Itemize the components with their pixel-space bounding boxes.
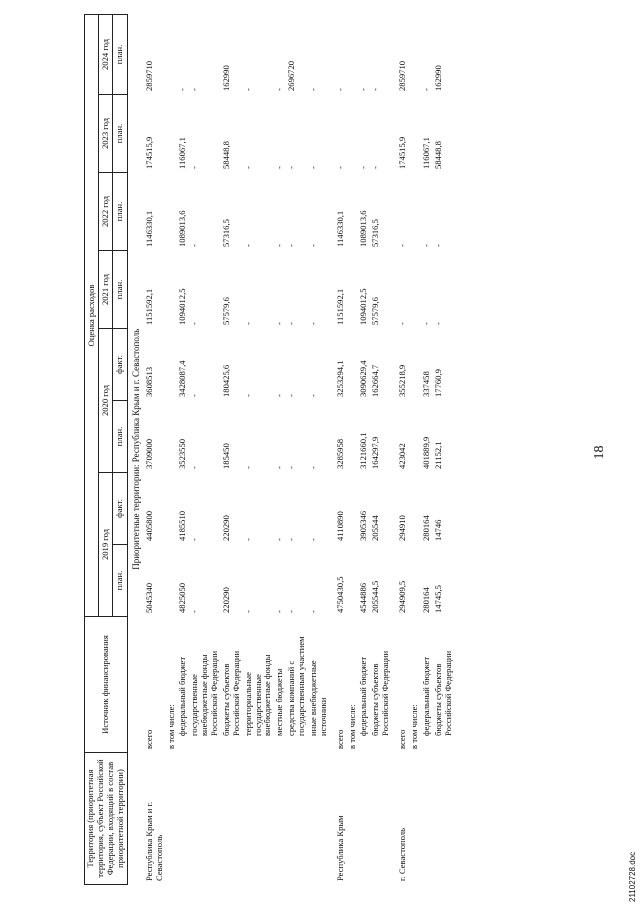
value-cell: - bbox=[420, 244, 431, 247]
value-cell: - bbox=[334, 166, 345, 169]
value-cell: - bbox=[189, 322, 200, 325]
value-cell: 4185510 bbox=[177, 510, 188, 541]
source-cell: средства компаний с государственным участием bbox=[286, 636, 307, 736]
value-cell: 57579,6 bbox=[370, 297, 381, 325]
table-row bbox=[286, 14, 308, 884]
table-header bbox=[85, 14, 128, 884]
value-cell: 4544886 bbox=[358, 582, 369, 613]
year-header: 2023 год bbox=[99, 95, 113, 173]
value-cell: - bbox=[242, 244, 253, 247]
value-cell: - bbox=[274, 466, 285, 469]
value-cell bbox=[347, 473, 359, 545]
value-cell bbox=[166, 95, 178, 173]
value-cell bbox=[347, 95, 359, 173]
value-cell: 57579,6 bbox=[220, 297, 231, 325]
value-cell: - bbox=[286, 244, 297, 247]
value-cell: 220290 bbox=[220, 587, 231, 613]
value-cell: 220290 bbox=[220, 515, 231, 541]
priority-row bbox=[127, 14, 144, 884]
value-cell: 1089013,6 bbox=[177, 210, 188, 247]
table-row bbox=[221, 14, 243, 884]
table-row bbox=[308, 14, 330, 884]
value-cell: 3090629,4 bbox=[358, 360, 369, 397]
plan-header: план. bbox=[113, 401, 127, 473]
value-cell bbox=[409, 251, 421, 329]
source-cell: федеральный бюджет bbox=[177, 656, 188, 736]
value-cell: 337458 bbox=[420, 371, 431, 397]
table-row bbox=[370, 14, 392, 884]
value-cell: 4825050 bbox=[177, 582, 188, 613]
territory-cell bbox=[177, 753, 189, 885]
source-cell: иные внебюджетные источники bbox=[307, 660, 328, 736]
value-cell bbox=[166, 251, 178, 329]
territory-cell: Республика Крым и г. Севастополь bbox=[143, 801, 164, 881]
value-cell bbox=[409, 401, 421, 473]
value-cell: - bbox=[242, 322, 253, 325]
value-cell bbox=[347, 545, 359, 617]
value-cell: 3608513 bbox=[143, 366, 154, 397]
estimate-header: Оценка расходов bbox=[85, 14, 99, 616]
value-cell: - bbox=[189, 610, 200, 613]
value-cell: 2859710 bbox=[143, 60, 154, 91]
value-cell: - bbox=[189, 466, 200, 469]
value-cell: - bbox=[189, 538, 200, 541]
value-cell bbox=[409, 473, 421, 545]
value-cell: 4750430,5 bbox=[334, 576, 345, 613]
territory-cell bbox=[370, 753, 392, 885]
value-cell: - bbox=[242, 538, 253, 541]
value-cell: 57316,5 bbox=[220, 219, 231, 247]
value-cell: 205544 bbox=[370, 515, 381, 541]
value-cell bbox=[409, 95, 421, 173]
table-row bbox=[433, 14, 455, 884]
value-cell: - bbox=[242, 394, 253, 397]
territory-cell bbox=[166, 753, 178, 885]
table-row bbox=[274, 14, 286, 884]
plan-header: план. bbox=[113, 14, 127, 94]
source-cell: в том числе: bbox=[408, 704, 419, 749]
value-cell: 3121660,1 bbox=[358, 432, 369, 469]
value-cell bbox=[409, 329, 421, 401]
year-header: 2019 год bbox=[99, 473, 113, 617]
table-row bbox=[409, 14, 421, 884]
territory-cell bbox=[347, 753, 359, 885]
source-cell: местные бюджеты bbox=[274, 668, 285, 736]
value-cell: 14746 bbox=[432, 519, 443, 541]
table-row bbox=[358, 14, 370, 884]
value-cell bbox=[166, 14, 178, 94]
value-cell: 3709000 bbox=[143, 438, 154, 469]
value-cell: - bbox=[420, 88, 431, 91]
source-cell: бюджеты субъектов Российской Федерации bbox=[220, 650, 241, 736]
value-cell bbox=[347, 173, 359, 251]
table-row bbox=[166, 14, 178, 884]
source-cell: всего bbox=[397, 729, 408, 749]
value-cell: - bbox=[370, 166, 381, 169]
value-cell: 21152,1 bbox=[432, 441, 443, 469]
territory-cell bbox=[308, 753, 330, 885]
value-cell: - bbox=[286, 610, 297, 613]
value-cell bbox=[166, 473, 178, 545]
year-header: 2024 год bbox=[99, 14, 113, 94]
territory-cell: г. Севастополь bbox=[397, 827, 408, 881]
value-cell bbox=[347, 251, 359, 329]
plan-header: план. bbox=[113, 173, 127, 251]
value-cell: - bbox=[242, 466, 253, 469]
territory-cell bbox=[189, 753, 221, 885]
source-cell: бюджеты субъектов Российской Федерации bbox=[432, 650, 453, 736]
value-cell: 294910 bbox=[397, 515, 408, 541]
value-cell: 1151592,1 bbox=[334, 288, 345, 325]
territory-cell bbox=[433, 753, 455, 885]
value-cell: 2859710 bbox=[397, 60, 408, 91]
value-cell: 294909,5 bbox=[397, 580, 408, 613]
value-cell: - bbox=[242, 610, 253, 613]
value-cell bbox=[166, 329, 178, 401]
value-cell: - bbox=[274, 244, 285, 247]
value-cell: - bbox=[420, 322, 431, 325]
plan-header: план. bbox=[113, 251, 127, 329]
source-cell: всего bbox=[334, 729, 345, 749]
value-cell bbox=[409, 545, 421, 617]
value-cell: 116067,1 bbox=[177, 137, 188, 169]
value-cell: - bbox=[397, 244, 408, 247]
value-cell: - bbox=[358, 88, 369, 91]
value-cell: 57316,5 bbox=[370, 219, 381, 247]
source-cell: бюджеты субъектов Российской Федерации bbox=[370, 650, 391, 736]
value-cell: 205544,5 bbox=[370, 580, 381, 613]
source-cell: в том числе: bbox=[165, 704, 176, 749]
value-cell: - bbox=[397, 322, 408, 325]
value-cell: 355218,9 bbox=[397, 364, 408, 397]
value-cell: 1089013,6 bbox=[358, 210, 369, 247]
value-cell: 3523550 bbox=[177, 438, 188, 469]
value-cell: - bbox=[189, 166, 200, 169]
territory-cell bbox=[274, 753, 286, 885]
source-cell: государственные внебюджетные фонды Российской Федерации bbox=[189, 650, 220, 736]
value-cell: - bbox=[307, 322, 318, 325]
value-cell bbox=[166, 545, 178, 617]
value-cell: 174515,9 bbox=[143, 136, 154, 169]
fact-header: факт. bbox=[113, 473, 127, 545]
table-body bbox=[127, 14, 454, 884]
value-cell: - bbox=[274, 166, 285, 169]
value-cell: - bbox=[307, 610, 318, 613]
value-cell: - bbox=[286, 394, 297, 397]
territory-cell bbox=[286, 753, 308, 885]
table-row bbox=[243, 14, 275, 884]
source-cell: федеральный бюджет bbox=[358, 656, 369, 736]
source-cell: всего bbox=[143, 729, 154, 749]
value-cell: 401889,9 bbox=[420, 436, 431, 469]
value-cell: - bbox=[242, 166, 253, 169]
value-cell bbox=[347, 14, 359, 94]
territory-cell bbox=[358, 753, 370, 885]
value-cell: - bbox=[286, 466, 297, 469]
value-cell: - bbox=[189, 88, 200, 91]
value-cell: 58448,8 bbox=[432, 141, 443, 169]
territory-cell bbox=[243, 753, 275, 885]
source-cell: территориальные государственные внебюджетные фонды bbox=[242, 654, 273, 736]
table-row bbox=[144, 14, 166, 884]
territory-header: Территория (приоритетная территория, субъект Российской Федерации, входящий в состав приоритетной территории) bbox=[85, 753, 128, 885]
value-cell: - bbox=[189, 244, 200, 247]
value-cell: 423042 bbox=[397, 443, 408, 469]
value-cell: - bbox=[370, 88, 381, 91]
value-cell: 4405800 bbox=[143, 510, 154, 541]
table-row bbox=[335, 14, 347, 884]
value-cell: 162990 bbox=[432, 65, 443, 91]
value-cell: 5045340 bbox=[143, 582, 154, 613]
value-cell bbox=[166, 401, 178, 473]
value-cell: 3285958 bbox=[334, 438, 345, 469]
value-cell: - bbox=[274, 610, 285, 613]
value-cell: 162664,7 bbox=[370, 364, 381, 397]
table-row bbox=[397, 14, 409, 884]
value-cell bbox=[166, 173, 178, 251]
value-cell: 180425,6 bbox=[220, 364, 231, 397]
value-cell: 1146330,1 bbox=[143, 210, 154, 247]
value-cell: - bbox=[286, 538, 297, 541]
value-cell: 1094012,5 bbox=[358, 288, 369, 325]
value-cell: - bbox=[358, 166, 369, 169]
fact-header: факт. bbox=[113, 329, 127, 401]
table-row bbox=[177, 14, 189, 884]
year-header: 2020 год bbox=[99, 329, 113, 473]
value-cell: 162990 bbox=[220, 65, 231, 91]
value-cell: - bbox=[307, 244, 318, 247]
value-cell: 280164 bbox=[420, 515, 431, 541]
territory-cell bbox=[421, 753, 433, 885]
value-cell: 1094012,5 bbox=[177, 288, 188, 325]
value-cell: - bbox=[274, 322, 285, 325]
year-header: 2022 год bbox=[99, 173, 113, 251]
value-cell: 185450 bbox=[220, 443, 231, 469]
table-row bbox=[347, 14, 359, 884]
value-cell: 116067,1 bbox=[420, 137, 431, 169]
territory-cell bbox=[221, 753, 243, 885]
value-cell: - bbox=[286, 166, 297, 169]
value-cell bbox=[347, 329, 359, 401]
value-cell: - bbox=[274, 538, 285, 541]
value-cell: - bbox=[307, 538, 318, 541]
value-cell: - bbox=[307, 394, 318, 397]
value-cell: - bbox=[242, 88, 253, 91]
value-cell: - bbox=[432, 322, 443, 325]
value-cell: 2696720 bbox=[286, 60, 297, 91]
value-cell: - bbox=[432, 244, 443, 247]
value-cell: 280164 bbox=[420, 587, 431, 613]
source-cell: федеральный бюджет bbox=[420, 656, 431, 736]
value-cell: 4110890 bbox=[334, 511, 345, 541]
value-cell bbox=[409, 173, 421, 251]
territory-cell bbox=[409, 753, 421, 885]
value-cell: - bbox=[307, 166, 318, 169]
value-cell bbox=[347, 401, 359, 473]
territory-cell: Республика Крым bbox=[334, 815, 345, 881]
table-row bbox=[189, 14, 221, 884]
value-cell: - bbox=[286, 322, 297, 325]
value-cell: 1146330,1 bbox=[334, 210, 345, 247]
page-number: 18 bbox=[592, 445, 607, 460]
value-cell: 174515,9 bbox=[397, 136, 408, 169]
value-cell: - bbox=[334, 88, 345, 91]
value-cell: 14745,5 bbox=[432, 585, 443, 613]
source-cell: в том числе: bbox=[346, 704, 357, 749]
value-cell: - bbox=[177, 88, 188, 91]
value-cell: 17760,9 bbox=[432, 369, 443, 397]
plan-header: план. bbox=[113, 95, 127, 173]
file-footer: 21102728.doc bbox=[628, 851, 637, 902]
value-cell bbox=[409, 14, 421, 94]
value-cell: 164297,9 bbox=[370, 436, 381, 469]
value-cell: - bbox=[274, 88, 285, 91]
value-cell: 3253294,1 bbox=[334, 360, 345, 397]
budget-table bbox=[84, 14, 454, 885]
value-cell: 1151592,1 bbox=[143, 288, 154, 325]
table-row bbox=[421, 14, 433, 884]
value-cell: - bbox=[189, 394, 200, 397]
value-cell: 58448,8 bbox=[220, 141, 231, 169]
value-cell: - bbox=[307, 466, 318, 469]
year-header: 2021 год bbox=[99, 251, 113, 329]
value-cell: - bbox=[274, 394, 285, 397]
priority-label: Приоритетные территории: Республика Крым и г. Севастополь bbox=[130, 328, 141, 570]
value-cell: - bbox=[307, 88, 318, 91]
value-cell: 3428087,4 bbox=[177, 360, 188, 397]
source-header: Источник финансирования bbox=[85, 617, 128, 753]
plan-header: план. bbox=[113, 545, 127, 617]
value-cell: 3905346 bbox=[358, 510, 369, 541]
